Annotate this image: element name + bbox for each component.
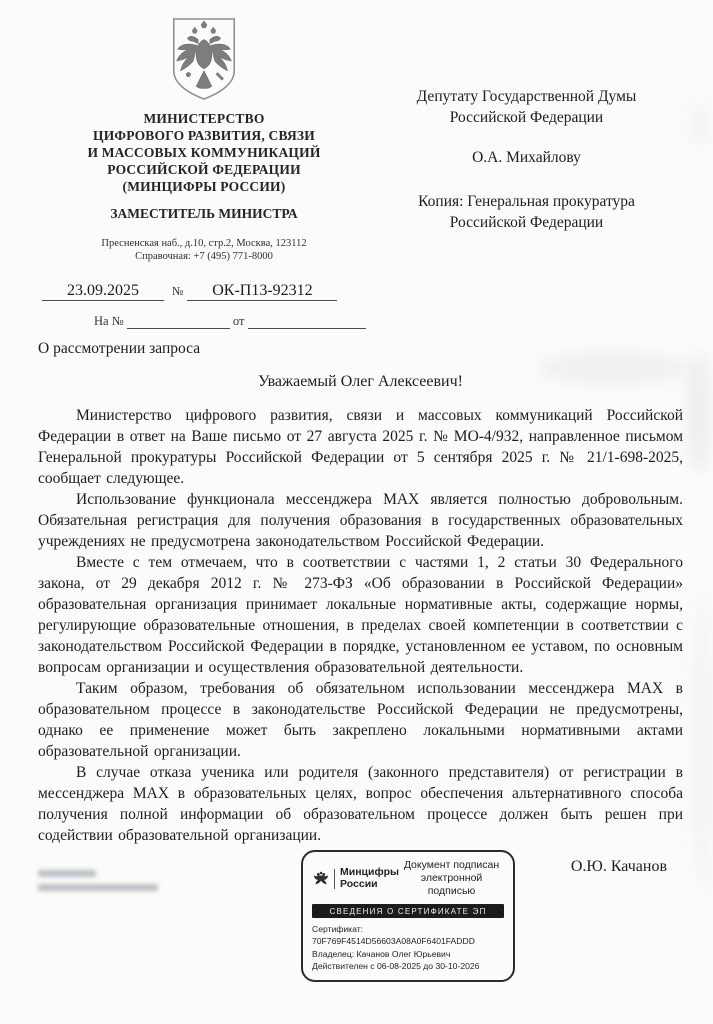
- reply-number-blank: [127, 315, 230, 329]
- letterhead: [38, 14, 683, 329]
- scan-smudge: [690, 106, 710, 146]
- stamp-signed-text: [399, 859, 504, 898]
- body-paragraph: Таким образом, требования об обязательном использовании мессенджера МАХ в образовательном процессе в законодательстве Российской Федерации не предусмотрены, однако ее применение может быть закреплено локальными нормативными актами образовательной организации.: [38, 680, 683, 760]
- reply-date-blank: [248, 315, 366, 329]
- reply-na-label: На №: [94, 314, 124, 328]
- ministry-address: Пресненская наб., д.10, стр.2, Москва, 123112: [101, 238, 307, 249]
- copy-recipient-line: Российской Федерации: [449, 214, 604, 231]
- redacted-line: [38, 870, 96, 877]
- ministry-name-line: И МАССОВЫХ КОММУНИКАЦИЙ: [87, 145, 321, 160]
- ministry-name-line: РОССИЙСКОЙ ФЕДЕРАЦИИ: [107, 162, 301, 177]
- stamp-cert-header: СВЕДЕНИЯ О СЕРТИФИКАТЕ ЭП: [312, 904, 504, 918]
- russian-coat-of-arms-icon: [165, 16, 243, 102]
- letter-body: [38, 405, 683, 846]
- stamp-eagle-icon: [312, 870, 330, 888]
- scan-smudge: [692, 600, 713, 890]
- body-paragraph: Министерство цифрового развития, связи и массовых коммуникаций Российской Федерации в ответ на Ваше письмо от 27 августа 2025 г. № МО-4/932, направленное письмом Генеральной прокуратуры Российской Федерации от 5 сентября 2025 г. № 21/1-698-2025, сообщает следующее.: [38, 407, 683, 487]
- ministry-phone: Справочная: +7 (495) 771-8000: [135, 251, 273, 262]
- stamp-signed-line: Документ подписан: [403, 859, 500, 871]
- logo-divider: [334, 869, 335, 889]
- redacted-line: [38, 884, 158, 891]
- copy-recipient-line: Копия: Генеральная прокуратура: [418, 193, 635, 210]
- redacted-sender-contact: [38, 870, 158, 891]
- ministry-contact: [38, 237, 370, 263]
- body-paragraph: Использование функционала мессенджера МАХ является полностью добровольным. Обязательная регистрация для получения образования в государственных образовательных учреждениях не предусмотрена законодательством Российской Федерации.: [38, 491, 683, 550]
- recipient-line: Депутату Государственной Думы: [416, 88, 637, 105]
- stamp-certificate-line: Сертификат: 70F769F4514D56603A08A0F6401FADDD: [312, 923, 475, 946]
- salutation: Уважаемый Олег Алексеевич!: [258, 373, 463, 390]
- mintsifry-logo: [312, 867, 399, 890]
- stamp-validity-line: Действителен с 06-08-2025 до 30-10-2026: [312, 961, 480, 971]
- stamp-signed-line: электронной подписью: [420, 872, 483, 897]
- stamp-logo-line: Минцифры: [340, 866, 400, 878]
- ministry-name-line: ЦИФРОВОГО РАЗВИТИЯ, СВЯЗИ: [93, 128, 315, 143]
- reply-ot-label: от: [232, 314, 245, 328]
- subject-line: О рассмотрении запроса: [38, 340, 201, 357]
- body-paragraph: Вместе с тем отмечаем, что в соответствии с частями 1, 2 статьи 30 Федерального закона, от 29 декабря 2012 г. № 273-ФЗ «Об образовании в Российской Федерации» образовательная организация принимает локальные нормативные акты, содержащие нормы, регулирующие образовательные отношения, в пределах своей компетенции в соответствии с законодательством Российской Федерации в порядке, установленном ее уставом, по основным вопросам организации и осуществления образовательной деятельности.: [38, 554, 683, 676]
- electronic-signature-stamp: [301, 850, 515, 982]
- stamp-logo-line: России: [340, 877, 378, 890]
- stamp-owner-line: Владелец: Качанов Олег Юрьевич: [312, 948, 451, 959]
- number-sign: №: [172, 284, 184, 298]
- ministry-name: [38, 110, 370, 195]
- signature-area: [38, 850, 683, 971]
- signer-name: О.Ю. Качанов: [570, 858, 667, 875]
- ministry-block: [38, 14, 370, 329]
- ministry-name-line: МИНИСТЕРСТВО: [143, 111, 265, 126]
- reply-reference-row: [38, 314, 370, 329]
- reference-row: [38, 282, 370, 301]
- copy-recipient: [370, 191, 683, 233]
- letter-number: ОК-П13-92312: [187, 282, 337, 301]
- recipient-line: Российской Федерации: [449, 109, 604, 126]
- ministry-name-line: (МИНЦИФРЫ РОССИИ): [122, 179, 286, 194]
- stamp-cert-details: [312, 923, 504, 973]
- stamp-header: [312, 859, 504, 898]
- recipient-name: О.А. Михайлову: [472, 149, 581, 166]
- stamp-logo-text: [340, 867, 399, 890]
- body-paragraph: В случае отказа ученика или родителя (законного представителя) от регистрации в мессенджера МАХ в образовательных целях, вопрос обеспечения альтернативного способа получения полной информации об образовательном процессе должен быть решен при содействии образовательной организации.: [38, 764, 683, 844]
- recipient-block: [370, 14, 683, 329]
- scan-smudge: [686, 352, 712, 472]
- letter-date: 23.09.2025: [42, 282, 164, 301]
- deputy-minister-title: ЗАМЕСТИТЕЛЬ МИНИСТРА: [110, 206, 298, 221]
